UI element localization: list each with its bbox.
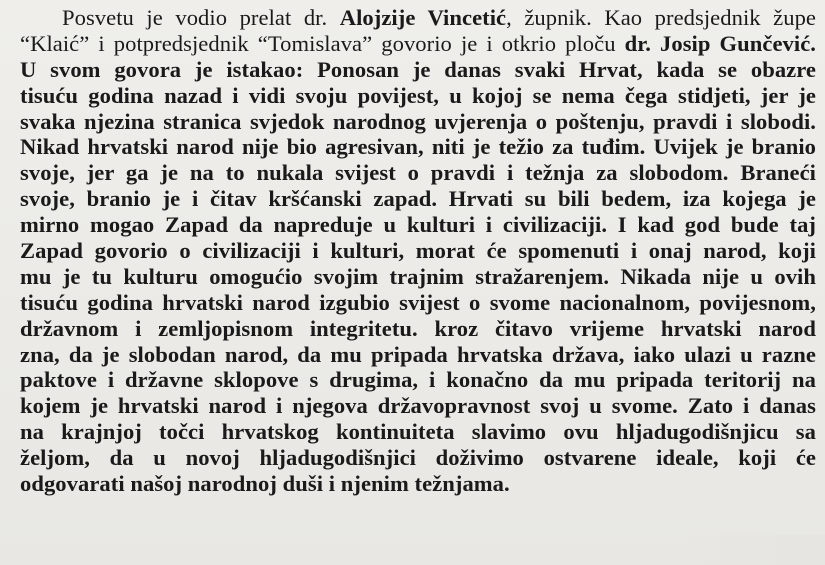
bold-text-segment: na krajnjoj točci hrvatskog kontinuiteta slavimo ovu hljadugodišnjicu sa (20, 419, 816, 445)
bold-text-segment: tisuću godina nazad i vidi svoju povijest, u kojoj se nema čega stidjeti, jer je (20, 82, 816, 108)
text-line (20, 471, 816, 497)
page-shadow (675, 535, 825, 565)
text-line (20, 109, 816, 135)
bold-text-segment: mirno mogao Zapad da napreduje u kulturi i civilizaciji. I kad god bude taj (20, 212, 816, 238)
text-line (20, 445, 816, 471)
text-line (20, 290, 816, 316)
text-line (20, 238, 816, 264)
bold-text-segment: paktove i državne sklopove s drugima, i konačno da mu pripada teritorij na (20, 367, 816, 393)
text-line (20, 31, 816, 57)
text-line (20, 83, 816, 109)
text-line (20, 134, 816, 160)
article-paragraph (20, 5, 816, 497)
text-line (20, 264, 816, 290)
text-line (20, 5, 816, 31)
text-line (20, 367, 816, 393)
text-line (20, 316, 816, 342)
bold-text-segment: državnom i zemljopisnom integritetu. kroz čitavo vrijeme hrvatski narod (20, 315, 816, 341)
bold-text-segment: Nikad hrvatski narod nije bio agresivan, niti je težio za tuđim. Uvijek je branio (20, 134, 816, 160)
text-line (20, 342, 816, 368)
bold-text-segment: svoje, jer ga je na to nukala svijest o pravdi i težnja za slobodom. Braneći (20, 160, 816, 186)
bold-text-segment: kojem je hrvatski narod i njegova državopravnost svoj u svome. Zato i danas (20, 393, 816, 419)
bold-text-segment: željom, da u novoj hljadugodišnjici doživimo ostvarene ideale, koji će (20, 445, 816, 471)
bold-text-segment: U svom govora je istakao: Ponosan je danas svaki Hrvat, kada se obazre (20, 56, 816, 82)
text-line (20, 419, 816, 445)
bold-text-segment: Alojzije Vincetić (339, 5, 507, 30)
text-line (20, 393, 816, 419)
bold-text-segment: mu je tu kulturu omogućio svojim trajnim stražarenjem. Nikada nije u ovih (20, 263, 816, 289)
text-segment: “Klaić” i potpredsjednik “Tomislava” govorio je i otkrio ploču (20, 30, 625, 56)
text-segment: Posvetu je vodio prelat dr. (62, 5, 340, 30)
text-segment: , župnik. Kao predsjednik župe (506, 5, 816, 30)
bold-text-segment: svoje, branio je i čitav kršćanski zapad. Hrvati su bili bedem, iza kojega je (20, 186, 816, 212)
bold-text-segment: svaka njezina stranica svjedok narodnog uvjerenja o poštenju, pravdi i slobodi. (20, 108, 816, 134)
bold-text-segment: odgovarati našoj narodnoj duši i njenim težnjama. (20, 471, 510, 497)
bold-text-segment: tisuću godina hrvatski narod izgubio svijest o svome nacionalnom, povijesnom, (20, 289, 816, 315)
bold-text-segment: zna, da je slobodan narod, da mu pripada hrvatska država, iako ulazi u razne (20, 341, 816, 367)
bold-text-segment: Zapad govorio o civilizaciji i kulturi, morat će spomenuti i onaj narod, koji (20, 238, 816, 264)
text-line (20, 57, 816, 83)
text-line (20, 212, 816, 238)
text-line (20, 160, 816, 186)
text-line (20, 186, 816, 212)
bold-text-segment: dr. Josip Gunčević. (624, 30, 816, 56)
